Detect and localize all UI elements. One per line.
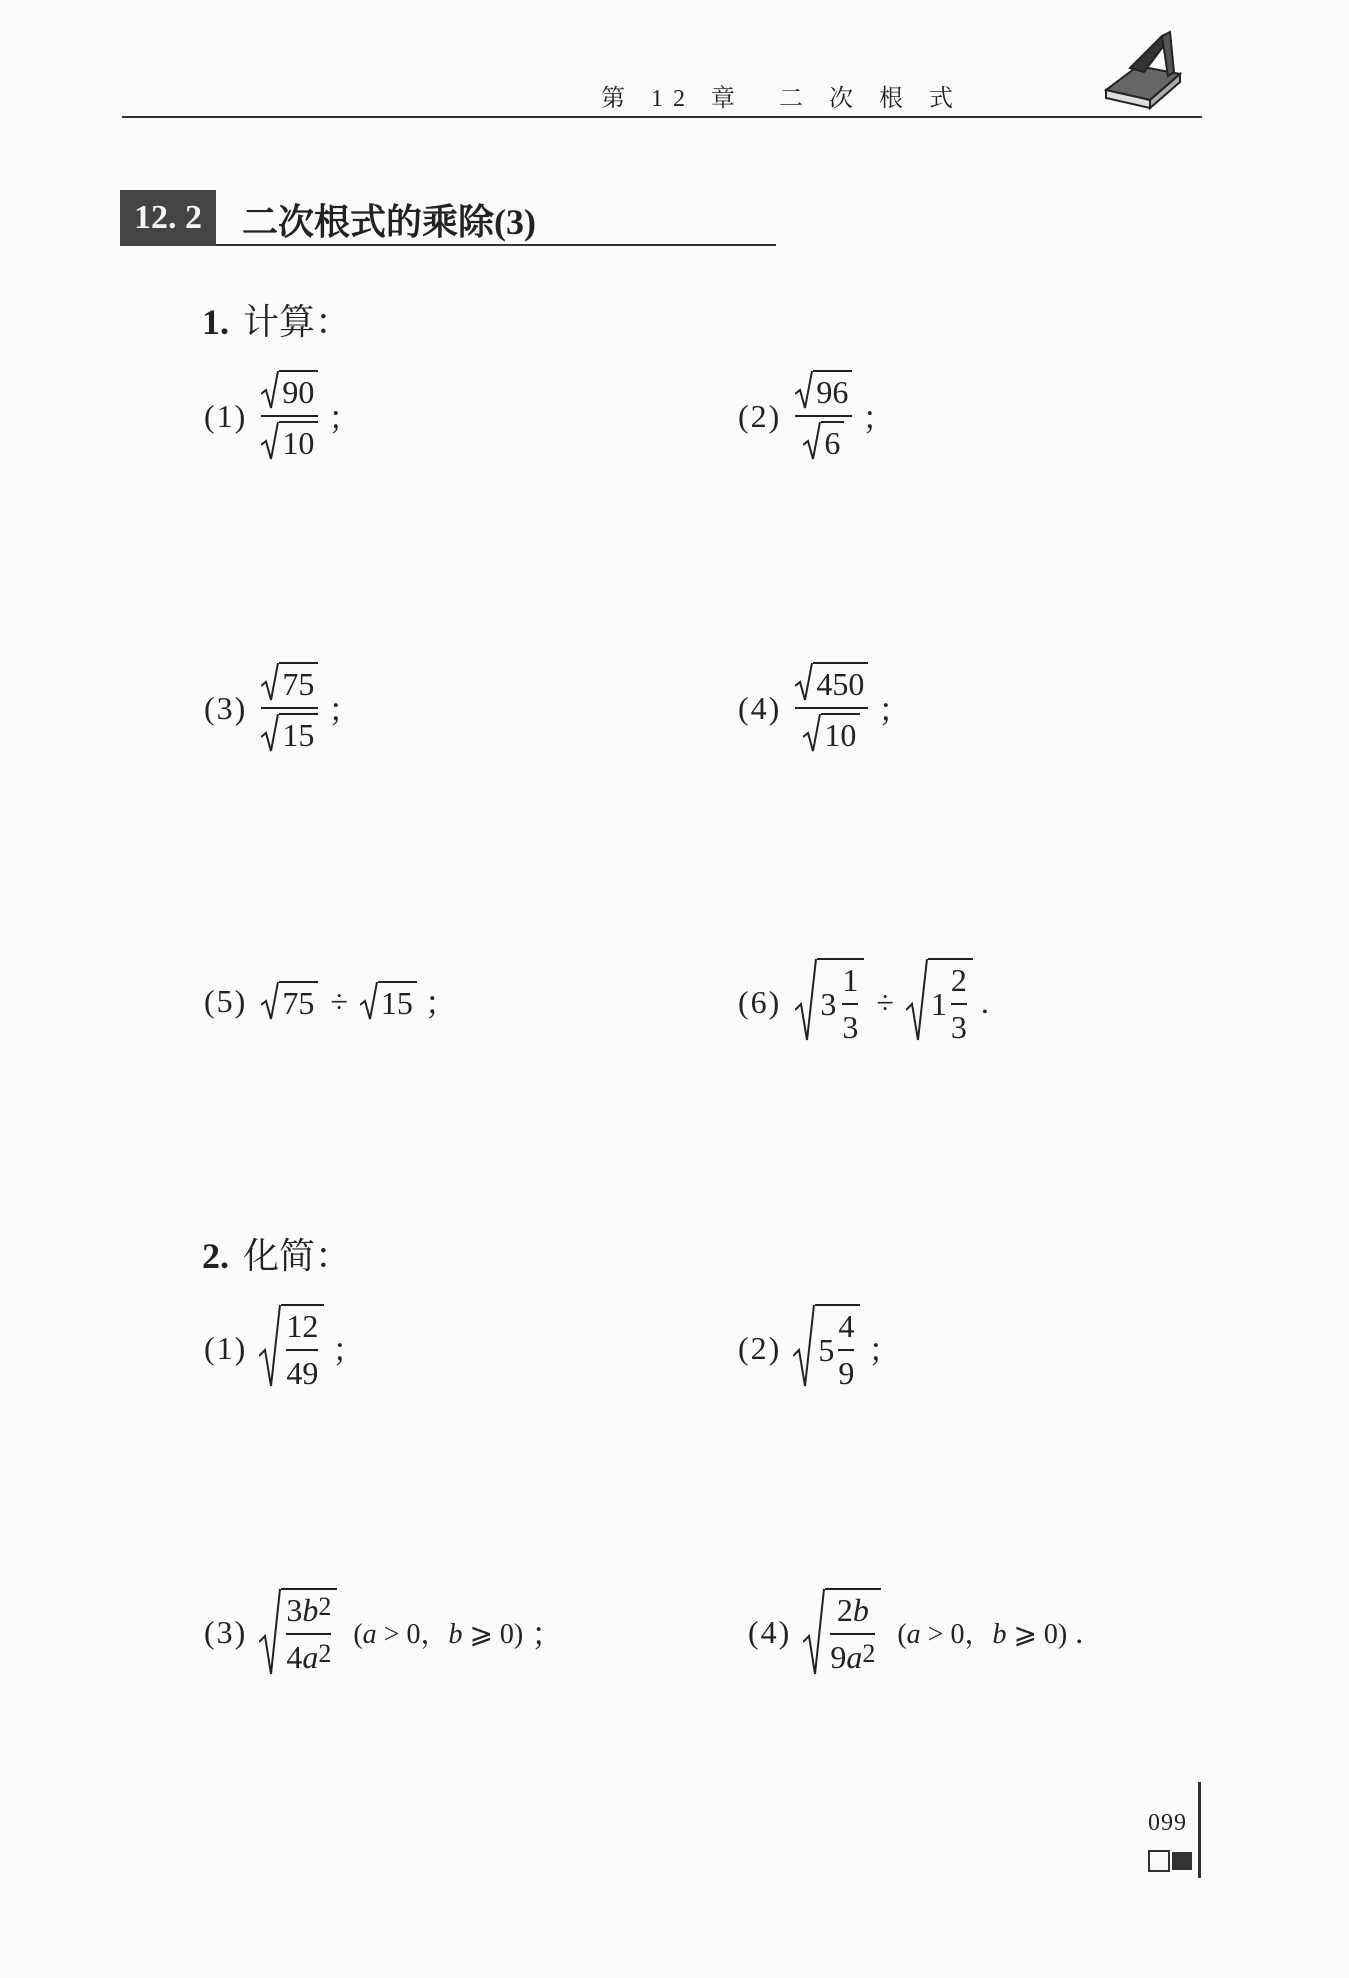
greater-than: > bbox=[383, 1619, 400, 1650]
square-outline-icon bbox=[1148, 1850, 1170, 1872]
numerator bbox=[837, 1592, 869, 1629]
q2-item-2 bbox=[738, 1304, 900, 1392]
numerator: 4 bbox=[838, 1308, 855, 1344]
q1-title: 计算： bbox=[243, 302, 352, 342]
greater-than: > bbox=[927, 1619, 944, 1650]
paren: ( bbox=[897, 1619, 907, 1650]
greater-equal: ⩾ bbox=[1013, 1619, 1037, 1650]
radical bbox=[360, 981, 417, 1022]
punctuation: ； bbox=[868, 1332, 901, 1368]
radical bbox=[795, 958, 864, 1046]
fraction bbox=[838, 1308, 854, 1392]
variable: a bbox=[302, 1639, 319, 1675]
fraction bbox=[795, 370, 852, 462]
value: 0， bbox=[406, 1619, 449, 1650]
denominator: 49 bbox=[286, 1355, 319, 1391]
fraction bbox=[261, 370, 318, 462]
radical bbox=[261, 662, 318, 703]
section-title-rule bbox=[216, 244, 776, 246]
variable: b bbox=[852, 1592, 869, 1628]
numerator: 2 bbox=[950, 962, 967, 998]
value: 0， bbox=[950, 1619, 993, 1650]
radical bbox=[261, 370, 318, 411]
variable: b bbox=[448, 1619, 463, 1650]
radical bbox=[795, 662, 868, 703]
item-label: (5) bbox=[204, 982, 248, 1019]
q2-item-4 bbox=[748, 1588, 1083, 1676]
fraction-bar bbox=[795, 707, 868, 709]
radical bbox=[795, 370, 852, 411]
item-label: (2) bbox=[738, 1329, 782, 1366]
exponent: 2 bbox=[318, 1639, 332, 1668]
variable: b bbox=[992, 1619, 1007, 1650]
variable: a bbox=[362, 1619, 377, 1650]
fraction-bar bbox=[842, 1003, 858, 1005]
q2-item-1 bbox=[204, 1304, 364, 1392]
radical bbox=[803, 713, 860, 754]
punctuation: . bbox=[980, 983, 989, 1020]
punctuation: ； bbox=[424, 985, 457, 1021]
fraction-bar bbox=[286, 1633, 331, 1635]
radicand: 10 bbox=[279, 421, 318, 462]
punctuation: ； bbox=[332, 1332, 365, 1368]
q1-item-5 bbox=[204, 978, 457, 1024]
radicand bbox=[825, 1588, 881, 1676]
condition bbox=[353, 1612, 523, 1652]
denominator bbox=[830, 1639, 875, 1676]
fraction-bar bbox=[286, 1349, 318, 1351]
exponent: 2 bbox=[862, 1639, 876, 1668]
condition bbox=[897, 1612, 1067, 1652]
q1-item-4 bbox=[738, 662, 910, 754]
radicand bbox=[928, 958, 973, 1046]
radicand bbox=[281, 1588, 337, 1676]
item-label: (1) bbox=[204, 397, 248, 434]
fraction bbox=[951, 962, 967, 1046]
item-label: (3) bbox=[204, 1613, 248, 1650]
radical bbox=[261, 713, 318, 754]
radical bbox=[803, 1588, 881, 1676]
radical bbox=[803, 421, 844, 462]
radical bbox=[261, 421, 318, 462]
whole-part: 5 bbox=[818, 1331, 835, 1368]
radicand: 75 bbox=[279, 981, 318, 1022]
variable: a bbox=[846, 1639, 863, 1675]
radicand bbox=[815, 1304, 860, 1392]
fraction bbox=[795, 662, 868, 754]
q2-heading bbox=[202, 1228, 351, 1279]
fraction bbox=[286, 1308, 318, 1392]
greater-equal: ⩾ bbox=[469, 1619, 493, 1650]
coefficient: 4 bbox=[286, 1639, 303, 1675]
numerator bbox=[286, 1592, 331, 1629]
punctuation: ； bbox=[328, 692, 361, 728]
radicand: 10 bbox=[821, 713, 860, 754]
coefficient: 9 bbox=[830, 1639, 847, 1675]
divide-operator: ÷ bbox=[876, 983, 894, 1020]
punctuation: ； bbox=[862, 400, 895, 436]
numerator: 12 bbox=[286, 1308, 319, 1344]
variable: b bbox=[302, 1592, 319, 1628]
q2-title: 化简： bbox=[243, 1236, 352, 1276]
item-label: (1) bbox=[204, 1329, 248, 1366]
punctuation: ； bbox=[531, 1616, 564, 1652]
exponent: 2 bbox=[318, 1592, 332, 1621]
section-number: 12. 2 bbox=[120, 190, 216, 246]
radicand: 96 bbox=[813, 370, 852, 411]
radical bbox=[261, 981, 318, 1022]
punctuation: . bbox=[1075, 1613, 1084, 1650]
item-label: (4) bbox=[738, 689, 782, 726]
fraction-bar bbox=[830, 1633, 875, 1635]
fraction-bar bbox=[838, 1349, 854, 1351]
square-filled-icon bbox=[1172, 1852, 1192, 1870]
radicand bbox=[817, 958, 864, 1046]
value: 0) bbox=[499, 1619, 524, 1650]
q2-item-3 bbox=[204, 1588, 563, 1676]
fraction-bar bbox=[951, 1003, 967, 1005]
radicand: 90 bbox=[279, 370, 318, 411]
item-label: (4) bbox=[748, 1613, 792, 1650]
coefficient: 3 bbox=[286, 1592, 303, 1628]
coefficient: 2 bbox=[836, 1592, 853, 1628]
radical bbox=[259, 1304, 324, 1392]
q1-item-2 bbox=[738, 370, 894, 462]
item-label: (6) bbox=[738, 983, 782, 1020]
denominator bbox=[286, 1639, 331, 1676]
radical bbox=[793, 1304, 860, 1392]
q1-number: 1. bbox=[202, 302, 229, 342]
divide-operator: ÷ bbox=[330, 982, 348, 1019]
value: 0) bbox=[1043, 1619, 1068, 1650]
radicand: 75 bbox=[279, 662, 318, 703]
q1-item-1 bbox=[204, 370, 360, 462]
book-icon bbox=[1100, 28, 1184, 112]
fraction bbox=[261, 662, 318, 754]
numerator: 1 bbox=[842, 962, 859, 998]
item-label: (3) bbox=[204, 689, 248, 726]
fraction bbox=[842, 962, 858, 1046]
paren: ( bbox=[353, 1619, 363, 1650]
q1-item-6 bbox=[738, 958, 989, 1046]
radicand: 6 bbox=[821, 421, 844, 462]
page-number: 099 bbox=[1148, 1810, 1187, 1836]
whole-part: 1 bbox=[930, 985, 947, 1022]
whole-part: 3 bbox=[820, 985, 837, 1022]
q1-heading bbox=[202, 294, 351, 345]
fraction bbox=[286, 1592, 331, 1676]
chapter-header: 第 12 章 二 次 根 式 bbox=[601, 86, 963, 112]
fraction bbox=[830, 1592, 875, 1676]
denominator: 3 bbox=[950, 1009, 967, 1045]
punctuation: ； bbox=[328, 400, 361, 436]
header-rule bbox=[122, 116, 1202, 118]
item-label: (2) bbox=[738, 397, 782, 434]
fraction-bar bbox=[261, 415, 318, 417]
variable: a bbox=[906, 1619, 921, 1650]
radicand bbox=[281, 1304, 324, 1392]
radicand: 15 bbox=[378, 981, 417, 1022]
radical bbox=[906, 958, 973, 1046]
fraction-bar bbox=[795, 415, 852, 417]
denominator: 3 bbox=[842, 1009, 859, 1045]
radicand: 15 bbox=[279, 713, 318, 754]
page-number-rule bbox=[1198, 1782, 1201, 1878]
radical bbox=[259, 1588, 337, 1676]
section-title: 二次根式的乘除(3) bbox=[242, 202, 536, 242]
q1-item-3 bbox=[204, 662, 360, 754]
radicand: 450 bbox=[813, 662, 868, 703]
fraction-bar bbox=[261, 707, 318, 709]
denominator: 9 bbox=[838, 1355, 855, 1391]
q2-number: 2. bbox=[202, 1236, 229, 1276]
punctuation: ； bbox=[878, 692, 911, 728]
